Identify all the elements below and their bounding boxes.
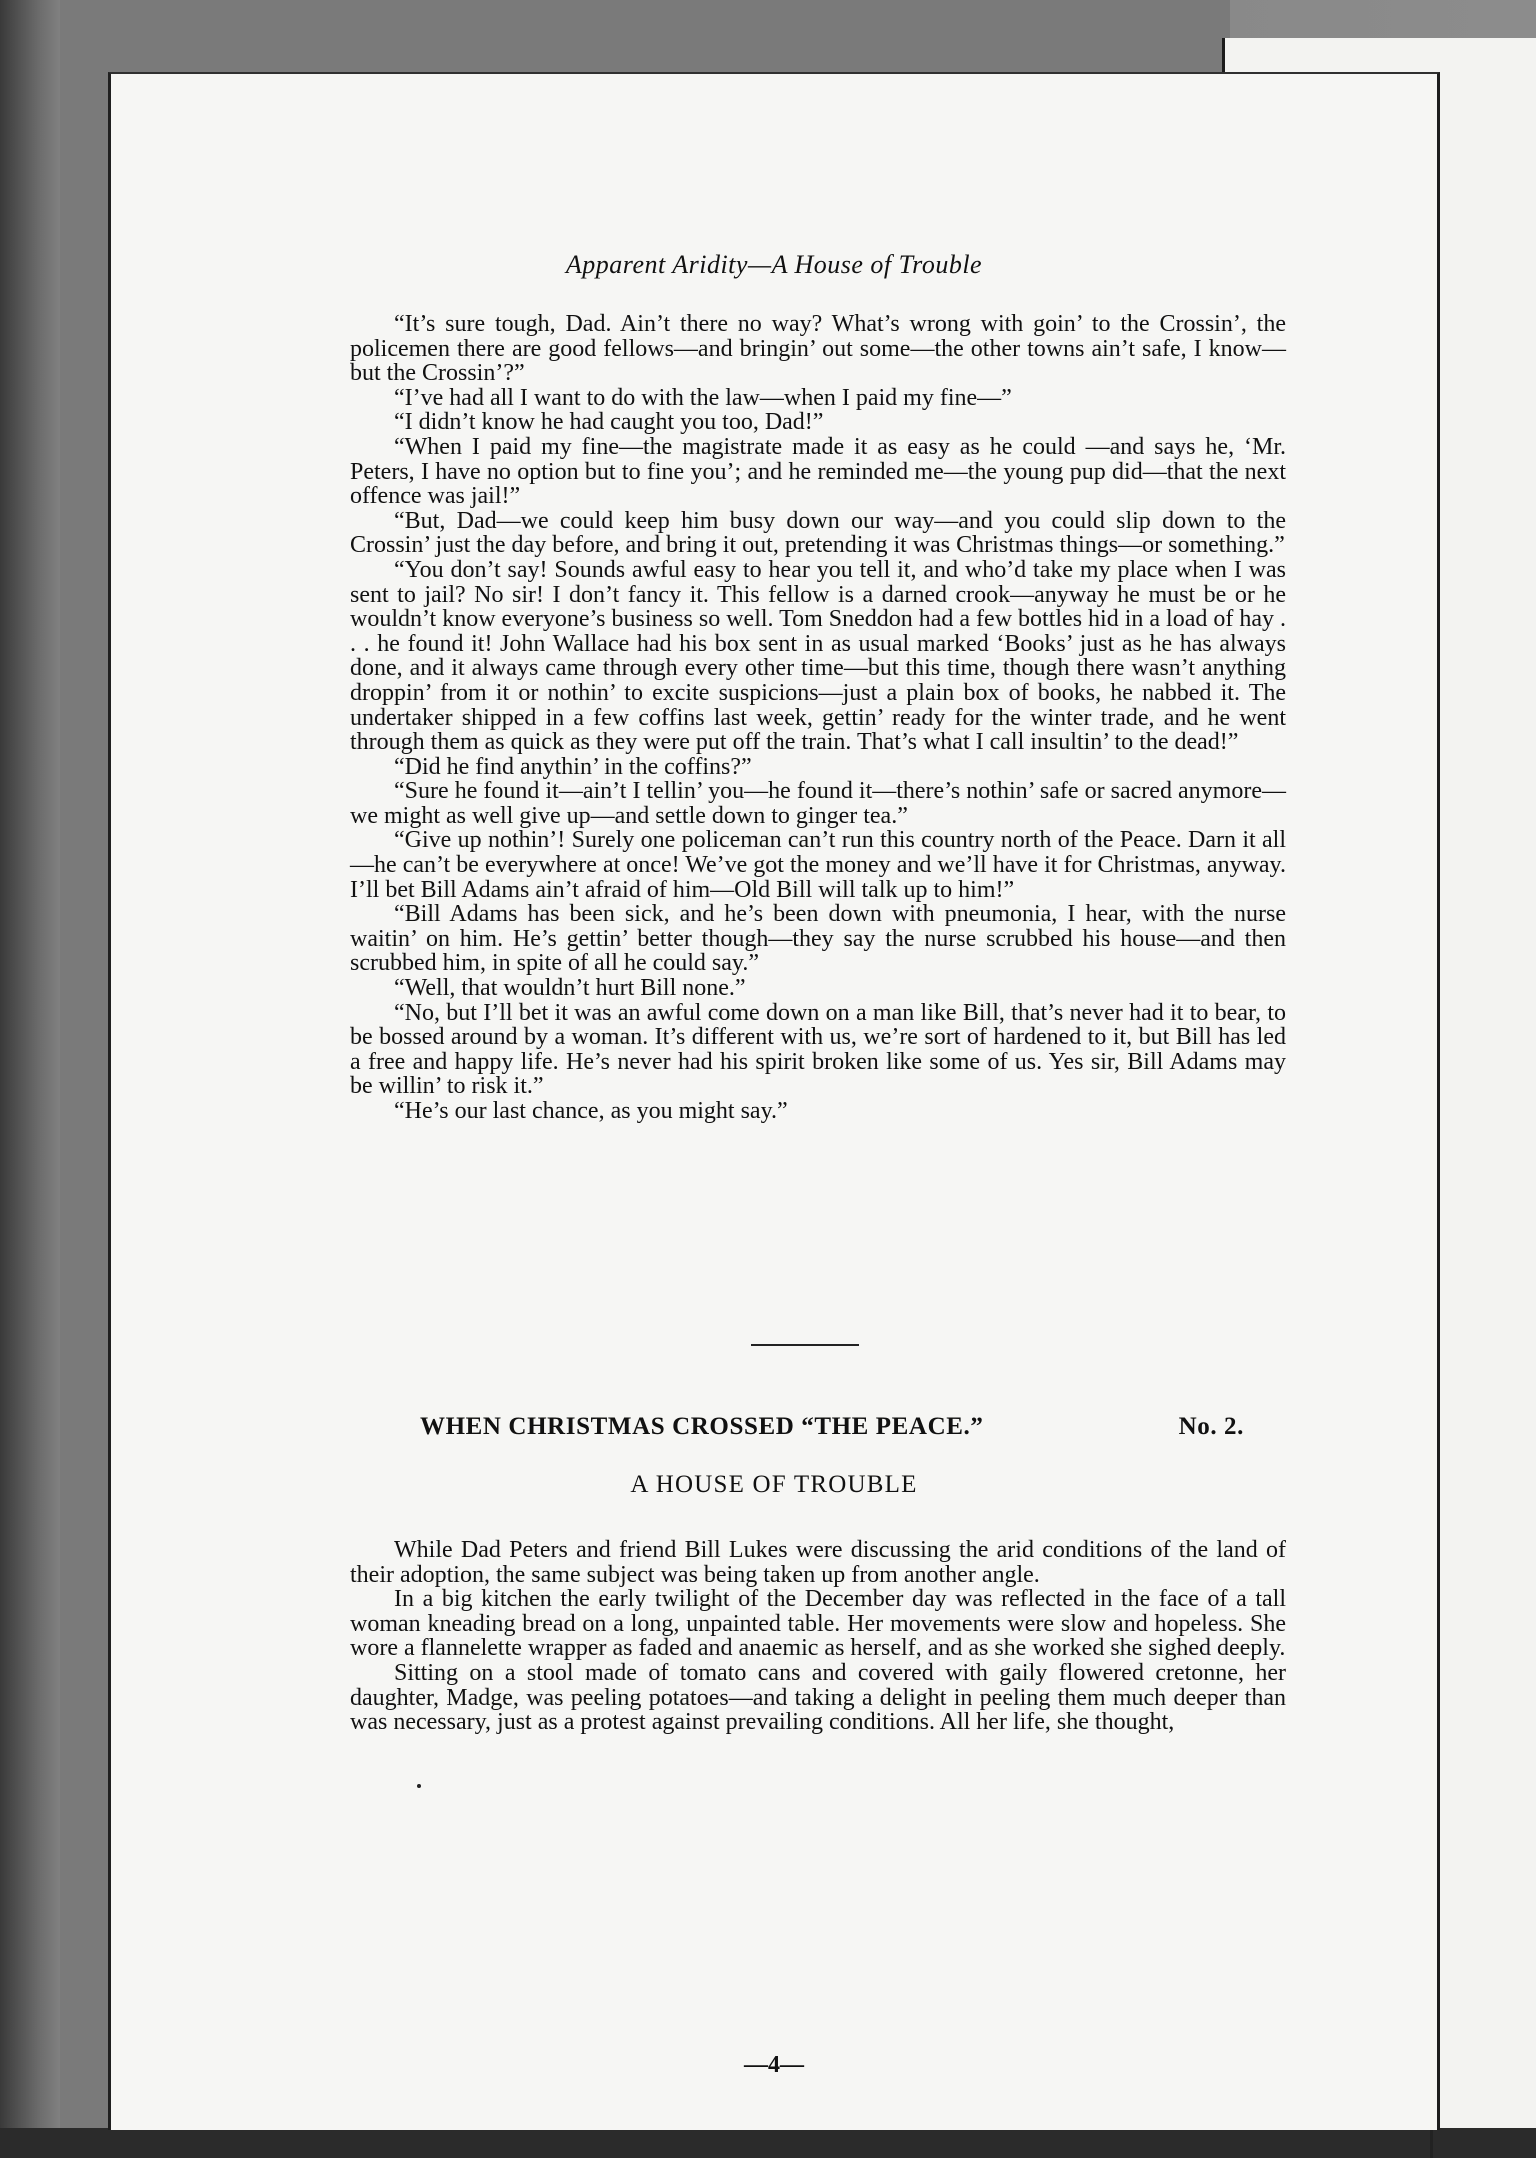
paragraph: “It’s sure tough, Dad. Ain’t there no way? What’s wrong with goin’ to the Crossin’, the policemen there are good fellows—and bringin’ out some—the other towns ain’t safe, I know—but the Crossin’?” xyxy=(350,311,1286,387)
document-page xyxy=(108,72,1440,2130)
paragraph: “You don’t say! Sounds awful easy to hear you tell it, and who’d take my place when I was sent to jail? No sir! I don’t fancy it. This fellow is a darned crook—anyway he must be or he wouldn’t know everyone’s business so well. Tom Sneddon had a few bottles hid in a load of hay . . . he found it! John Wallace had his box sent in as usual marked ‘Books’ just as he has always done, and it always came through every other time—but this time, though there wasn’t anything droppin’ from it or nothin’ to excite suspicions—just a plain box of books, he nabbed it. The undertaker shipped in a few coffins last week, gettin’ ready for the winter trade, and he went through them as quick as they were put off the train. That’s what I call insultin’ to the dead!” xyxy=(350,556,1286,756)
paragraph: “Did he find anythin’ in the coffins?” xyxy=(394,753,752,780)
paragraph: “Bill Adams has been sick, and he’s been down with pneumonia, I hear, with the nurse waitin’ on him. He’s gettin’ better though—they say the nurse scrubbed his house—and then scrubbed him, in spite of all he could say.” xyxy=(350,901,1286,977)
paragraph: In a big kitchen the early twilight of the December day was reflected in the face of a tall woman kneading bread on a long, unpainted table. Her movements were slow and hopeless. She wore a flannelette wrapper as faded and anaemic as herself, and as she worked she sighed deeply. xyxy=(350,1586,1286,1662)
paragraph: Sitting on a stool made of tomato cans and covered with gaily flowered cretonne, her daughter, Madge, was peeling potatoes—and taking a delight in peeling them much deeper than was necessary, just as a protest against prevailing conditions. All her life, she thought, xyxy=(350,1659,1286,1736)
paragraph: “Sure he found it—ain’t I tellin’ you—he found it—there’s nothin’ safe or sacred anymore—we might as well give up—and settle down to ginger tea.” xyxy=(350,778,1286,829)
paragraph: “But, Dad—we could keep him busy down our way—and you could slip down to the Crossin’ just the day before, and bring it out, pretending it was Christmas things—or something.” xyxy=(350,507,1286,559)
ink-speck xyxy=(417,1784,421,1788)
paragraph: “Give up nothin’! Surely one policeman can’t run this country north of the Peace. Darn it all—he can’t be everywhere at once! We’ve got the money and we’ll have it for Christmas, anyway. I’ll bet Bill Adams ain’t afraid of him—Old Bill will talk up to him!” xyxy=(350,827,1286,903)
paragraph: “I’ve had all I want to do with the law—when I paid my fine—” xyxy=(394,384,1012,411)
section-title: WHEN CHRISTMAS CROSSED “THE PEACE.” xyxy=(420,1413,984,1440)
body-text-bottom xyxy=(350,1538,1286,1735)
paragraph: “Well, that wouldn’t hurt Bill none.” xyxy=(394,975,746,1002)
paragraph: “I didn’t know he had caught you too, Dad!” xyxy=(394,409,824,436)
paragraph: “He’s our last chance, as you might say.” xyxy=(394,1098,788,1124)
body-text-top xyxy=(350,312,1286,1124)
running-head: Apparent Aridity—A House of Trouble xyxy=(565,250,983,279)
subheading: A HOUSE OF TROUBLE xyxy=(630,1471,918,1498)
paragraph: “No, but I’ll bet it was an awful come down on a man like Bill, that’s never had it to bear, to be bossed around by a woman. It’s different with us, we’re sort of hardened to it, but Bill has led a free and happy life. He’s never had his spirit broken like some of us. Yes sir, Bill Adams may be willin’ to risk it.” xyxy=(350,999,1286,1100)
page-number: —4— xyxy=(744,2052,804,2078)
paragraph: While Dad Peters and friend Bill Lukes were discussing the arid conditions of the land of their adoption, the same subject was being taken up from another angle. xyxy=(350,1537,1286,1588)
paragraph: “When I paid my fine—the magistrate made it as easy as he could —and says he, ‘Mr. Peters, I have no option but to fine you’; and he reminded me—the young pup did—that the next offence was jail!” xyxy=(350,433,1286,510)
section-divider xyxy=(751,1344,859,1346)
section-number: No. 2. xyxy=(1178,1413,1244,1440)
